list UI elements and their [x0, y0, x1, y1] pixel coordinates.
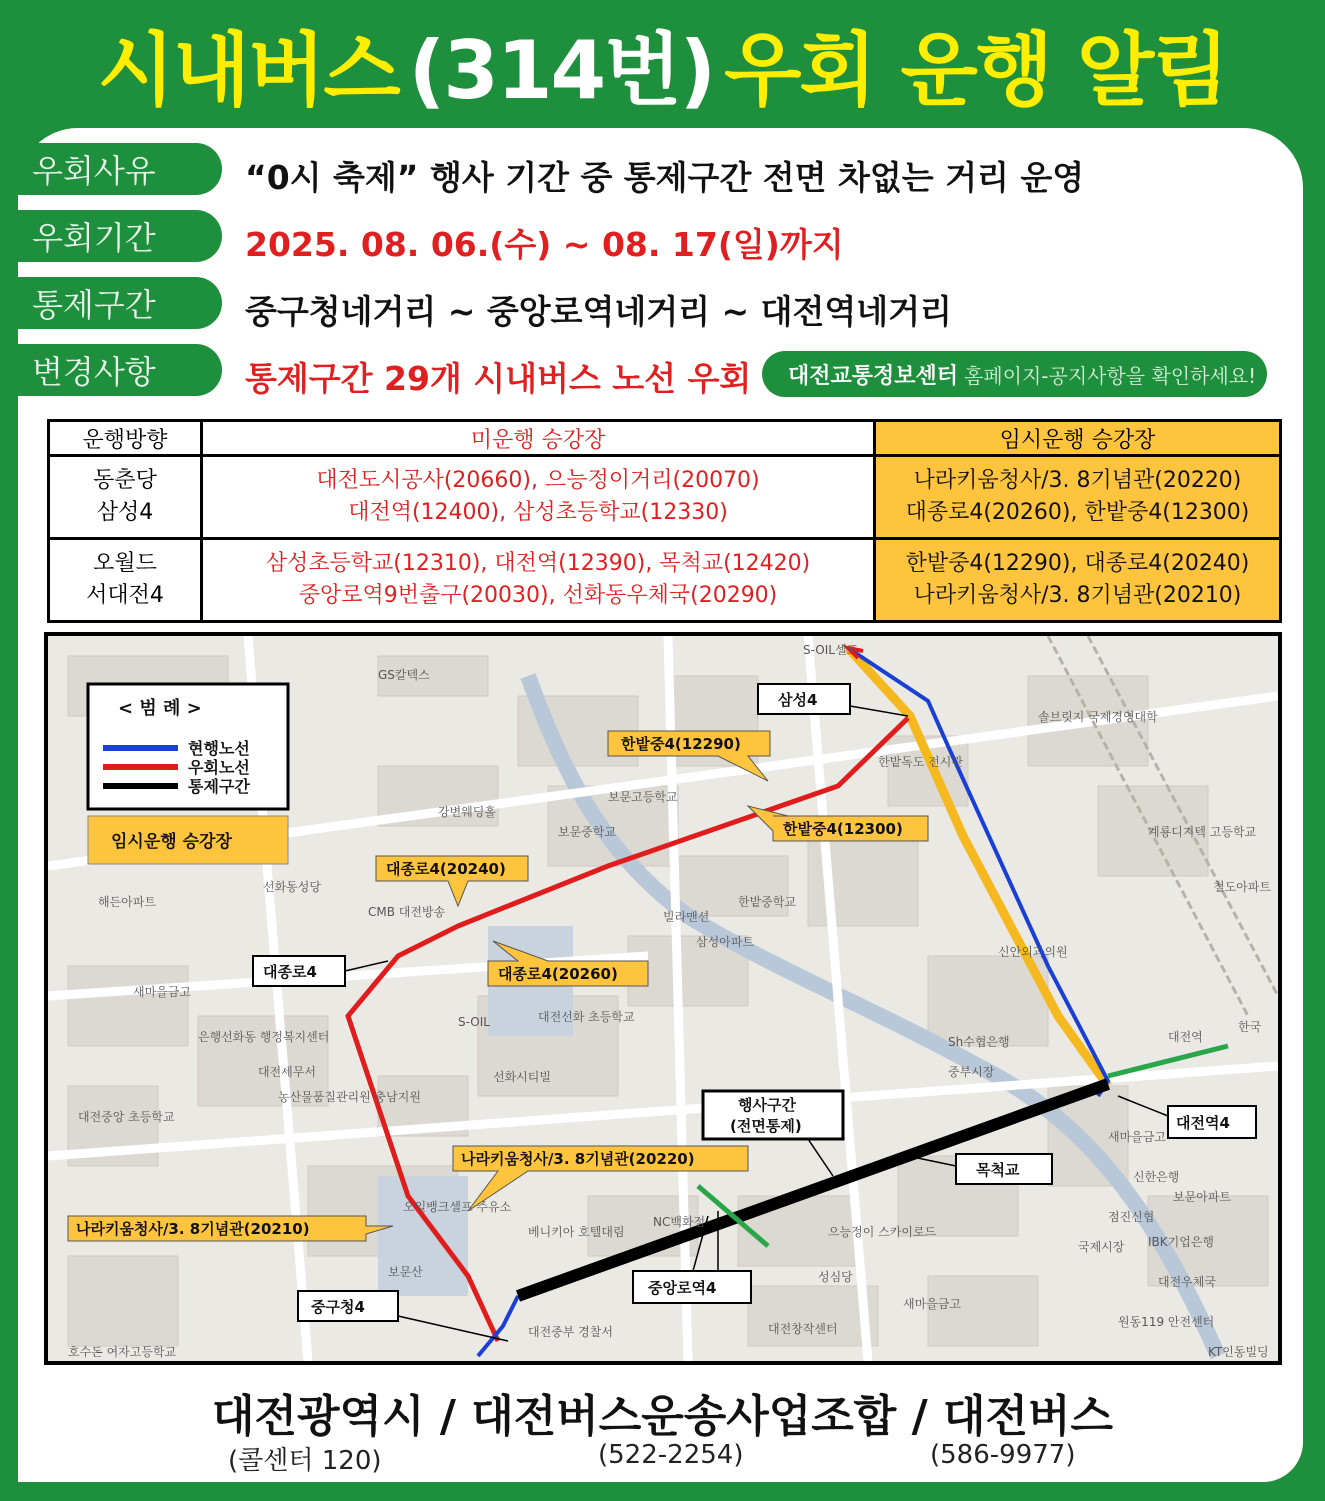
place-34: 국제시장 — [1078, 1240, 1125, 1254]
place-39: 보문산 — [388, 1265, 423, 1279]
place-30: 오일뱅크셀프 주유소 — [403, 1200, 512, 1214]
place-8: 철도아파트 — [1213, 880, 1271, 894]
place-29: 보문아파트 — [1173, 1190, 1231, 1204]
place-45: KT인동빌딩 — [1208, 1345, 1269, 1359]
place-17: S-OIL — [458, 1015, 490, 1029]
place-10: CMB 대전방송 — [368, 905, 446, 919]
place-31: NC백화점 — [653, 1215, 706, 1229]
place-27: 새마을금고 — [1108, 1130, 1166, 1144]
place-4: 보문고등학교 — [608, 790, 678, 804]
label-mokcheok: 목척교 — [976, 1161, 1020, 1179]
reason-text: “0시 축제” 행사 기간 중 통제구간 전면 차없는 거리 운영 — [245, 158, 1085, 197]
skipped-line1: 삼성초등학교(12310), 대전역(12390), 목척교(12420) — [265, 551, 811, 576]
table-row — [49, 539, 1281, 622]
place-41: 새마을금고 — [903, 1297, 961, 1311]
control-text: 중구청네거리 ~ 중앙로역네거리 ~ 대전역네거리 — [245, 292, 952, 331]
label-event1: 행사구간 — [738, 1096, 796, 1114]
place-12: 한밭중학교 — [738, 895, 796, 909]
legend-title: < 범 례 > — [118, 698, 202, 719]
legend-detour: 우회노선 — [188, 758, 250, 777]
footer-phone2: (522-2254) — [598, 1440, 744, 1470]
place-14: 삼성아파트 — [696, 935, 754, 949]
legend-closed: 통제구간 — [188, 777, 250, 796]
place-37: 성심당 — [818, 1270, 853, 1284]
label-hanbat4b: 한밭중4(12300) — [783, 820, 903, 838]
direction-line2: 서대전4 — [86, 583, 164, 608]
place-19: 은행선화동 행정복지센터 — [198, 1030, 330, 1044]
label-daejeonst4: 대전역4 — [1176, 1114, 1230, 1132]
page-title — [0, 8, 1325, 118]
place-1: S-OIL셀프 — [803, 643, 859, 657]
table-row — [49, 456, 1281, 539]
label-junggu4: 중구청4 — [311, 1298, 365, 1316]
direction-line2: 삼성4 — [96, 500, 154, 525]
place-9: 선화동성당 — [263, 880, 321, 894]
place-6: 보문중학교 — [558, 825, 616, 839]
label-jungang4: 중앙로역4 — [648, 1279, 717, 1297]
reason-tag: 우회사유 — [0, 143, 222, 195]
direction-line1: 동춘당 — [93, 468, 157, 493]
notice-rest: 홈페이지-공지사항을 확인하세요! — [964, 363, 1257, 388]
temp-line1: 나라키움청사/3. 8기념관(20220) — [913, 468, 1242, 493]
header-temp: 임시운행 승강장 — [875, 421, 1281, 456]
skipped-line2: 대전역(12400), 삼성초등학교(12330) — [348, 500, 728, 525]
place-0: GS칼텍스 — [378, 668, 430, 682]
place-46: 한국 — [1238, 1020, 1262, 1034]
place-28: 신한은행 — [1133, 1170, 1180, 1184]
place-26: 선화시티빌 — [493, 1070, 551, 1084]
place-23: 중부시장 — [948, 1065, 995, 1079]
notice-strong: 대전교통정보센터 — [788, 363, 959, 389]
legend-current: 현행노선 — [188, 739, 250, 758]
route-map — [44, 632, 1282, 1365]
label-hanbat4a: 한밭중4(12290) — [621, 735, 741, 753]
skipped-line1: 대전도시공사(20660), 으능정이거리(20070) — [316, 468, 760, 493]
footer-orgs: 대전광역시 / 대전버스운송사업조합 / 대전버스 — [212, 1391, 1113, 1442]
place-13: 빌라맨션 — [663, 910, 710, 924]
temp-line1: 한밭중4(12290), 대종로4(20240) — [905, 551, 1250, 576]
label-daejong4a: 대종로4(20240) — [386, 860, 506, 878]
place-38: 대전우체국 — [1158, 1275, 1216, 1289]
legend-temp: 임시운행 승강장 — [111, 832, 232, 852]
header-direction: 운행방향 — [49, 421, 202, 456]
place-42: 대전창작센터 — [768, 1322, 838, 1336]
period-tag: 우회기간 — [0, 210, 222, 262]
place-5: 강변웨딩홀 — [438, 805, 496, 819]
label-daejong4: 대종로4 — [263, 963, 317, 981]
place-7: 계룡디지텍 고등학교 — [1148, 825, 1257, 839]
place-43: 원동119 안전센터 — [1118, 1315, 1215, 1329]
header-skipped: 미운행 승강장 — [202, 421, 875, 456]
place-2: 솔브릿지 국제경영대학 — [1038, 710, 1158, 724]
label-narakium1: 나라키움청사/3. 8기념관(20220) — [461, 1150, 695, 1168]
title-part1: 시내버스 — [97, 23, 399, 117]
place-21: 농산물품질관리원 충남지원 — [278, 1090, 421, 1104]
place-11: 해든아파트 — [98, 895, 156, 909]
place-33: 점진신협 — [1108, 1210, 1155, 1224]
footer-phone1: (콜센터 120) — [228, 1446, 382, 1476]
place-36: 베니키아 호텔대림 — [528, 1225, 625, 1239]
place-24: 대전역 — [1168, 1030, 1203, 1044]
place-44: 호수돈 여자고등학교 — [68, 1345, 177, 1359]
place-22: Sh수협은행 — [948, 1035, 1010, 1049]
map-legend — [88, 684, 288, 864]
label-event2: (전면통제) — [730, 1117, 802, 1135]
place-40: 대전중부 경찰서 — [528, 1325, 613, 1339]
change-text: 통제구간 29개 시내버스 노선 우회 — [245, 359, 752, 398]
temp-line2: 나라키움청사/3. 8기념관(20210) — [913, 583, 1242, 608]
place-18: 대전선화 초등학교 — [538, 1010, 635, 1024]
place-16: 새마을금고 — [133, 985, 191, 999]
place-35: IBK기업은행 — [1148, 1235, 1215, 1249]
title-part3: 우회 운행 알림 — [724, 23, 1228, 117]
skipped-line2: 중앙로역9번출구(20030), 선화동우체국(20290) — [298, 583, 778, 608]
change-tag: 변경사항 — [0, 344, 222, 396]
footer-phone3: (586-9977) — [930, 1440, 1076, 1470]
place-25: 대전중앙 초등학교 — [78, 1110, 175, 1124]
direction-line1: 오월드 — [93, 551, 157, 576]
place-32: 으능정이 스카이로드 — [828, 1225, 937, 1239]
label-daejong4b: 대종로4(20260) — [498, 965, 618, 983]
stop-table — [47, 419, 1282, 623]
place-20: 대전세무서 — [258, 1065, 316, 1079]
notice-pill[interactable] — [762, 351, 1267, 397]
temp-line2: 대종로4(20260), 한밭중4(12300) — [905, 500, 1250, 525]
place-3: 한밭독도 전시관 — [878, 755, 963, 769]
control-tag: 통제구간 — [0, 277, 222, 329]
label-narakium2: 나라키움청사/3. 8기념관(20210) — [76, 1220, 310, 1238]
period-text: 2025. 08. 06.(수) ~ 08. 17(일)까지 — [245, 225, 844, 264]
title-part2: (314번) — [408, 23, 715, 117]
place-15: 신안외과의원 — [998, 945, 1068, 959]
label-samsung4: 삼성4 — [778, 691, 818, 709]
